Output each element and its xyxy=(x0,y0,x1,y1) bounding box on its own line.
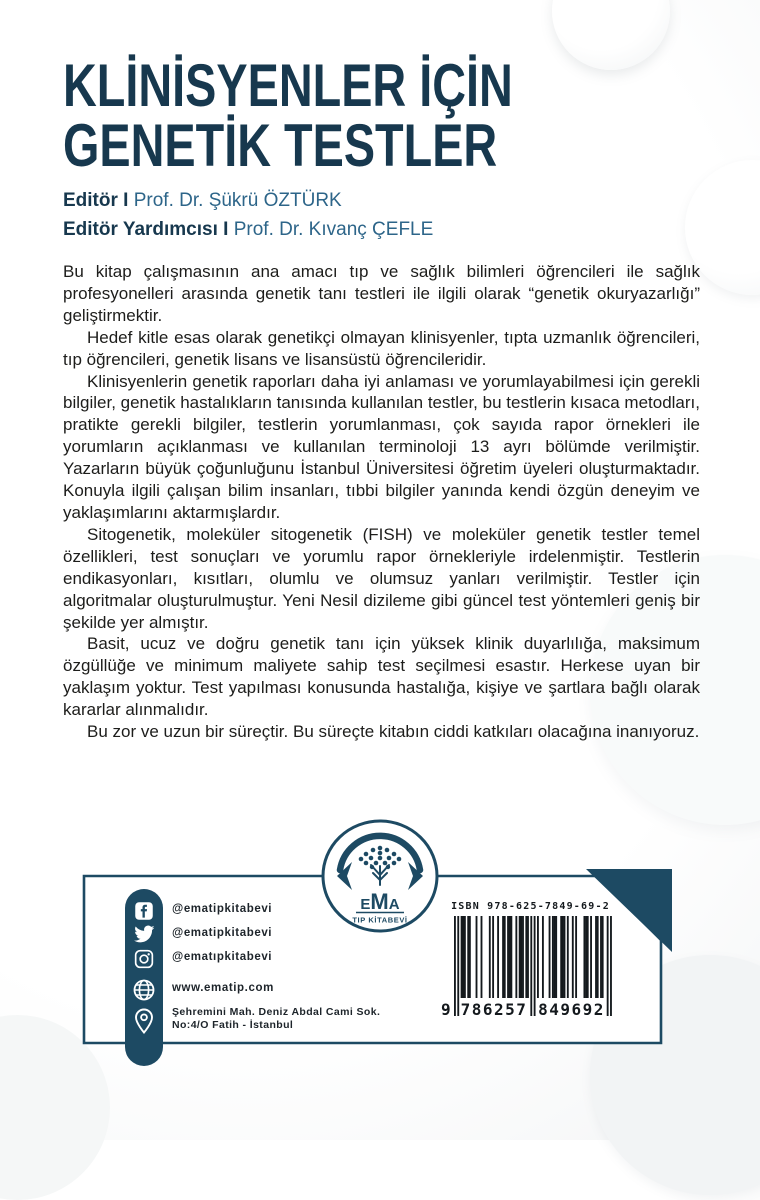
instagram-icon xyxy=(134,949,154,969)
facebook-handle: @ematipkitabevi xyxy=(172,903,273,915)
instagram-handle: @ematıpkitabevi xyxy=(172,951,273,963)
paragraph: Basit, ucuz ve doğru genetik tanı için yüksek klinik duyarlılığa, maksimum özgüllüğe ve minimum maliyete sahip test seçilmesi esastır. Herkese uyan bir yaklaşım yoktur. Test yapılması konusunda hastalığa, kişiye ve şartlara bağlı olarak kararlar alınmalıdır. xyxy=(63,634,700,720)
editor-name: Prof. Dr. Şükrü ÖZTÜRK xyxy=(133,190,342,211)
paragraph: Klinisyenlerin genetik raporları daha iyi anlaması ve yorumlayabilmesi için gerekli bilgiler, genetik hastalıkların tanısında kullanılan testler, bu testlerin kısaca metodları, pratikte gerekli bilgiler, testlerin yorumlanması, çok sayıda rapor örnekleri ile yorumların açıklanması ve kullanılan terminoloji 13 ayrı bölümde verilmiştir. Yazarların büyük çoğunluğunu İstanbul Üniversitesi öğretim üyeleri oluşturmaktadır. Konuyla ilgili çalışan bilim insanları, tıbbi bilgiler yanında kendi özgün deneyim ve yaklaşımlarını aktarmışlardır. xyxy=(63,371,700,522)
paragraph: Bu kitap çalışmasının ana amacı tıp ve sağlık bilimleri öğrencileri ile sağlık profesyonelleri arasında genetik tanı testleri ile ilgili olarak “genetik okuryazarlığı” geliştirmektir. xyxy=(63,262,700,325)
paragraph: Sitogenetik, moleküler sitogenetik (FISH) ve moleküler genetik testler temel özellikleri, test sonuçları ve yorumlu rapor örnekleriyle irdelenmiştir. Testlerin endikasyonları, kısıtları, olumlu ve olumsuz yanları verilmiştir. Testler için algoritmalar oluşturulmuştur. Yeni Nesil dizileme gibi güncel test yöntemleri geniş bir şekilde yer almıştır. xyxy=(63,524,700,632)
editor-label: Editör I xyxy=(63,190,129,211)
isbn-barcode xyxy=(443,901,618,1025)
book-title-line2: GENETİK TESTLER xyxy=(63,112,498,179)
publisher-address xyxy=(172,1006,380,1032)
co-editor-label: Editör Yardımcısı I xyxy=(63,219,229,240)
address-line1: Şehremini Mah. Deniz Abdal Cami Sok. xyxy=(172,1006,381,1018)
address-line2: No:4/O Fatih - İstanbul xyxy=(172,1019,294,1031)
twitter-icon xyxy=(133,925,155,944)
twitter-handle: @ematipkitabevi xyxy=(172,927,273,939)
co-editor-name: Prof. Dr. Kıvanç ÇEFLE xyxy=(233,219,434,240)
globe-icon xyxy=(132,978,156,1002)
publisher-logo xyxy=(323,821,437,931)
website-url: www.ematip.com xyxy=(172,982,274,994)
paragraph: Hedef kitle esas olarak genetikçi olmayan klinisyenler, tıpta uzmanlık öğrencileri, tıp öğrencileri, genetik lisans ve lisansüstü öğrencileridir. xyxy=(63,327,700,369)
logo-wordmark: EMA xyxy=(360,889,400,914)
facebook-icon xyxy=(134,901,154,921)
barcode-number: 9 786257 849692 xyxy=(441,1000,605,1019)
logo-subtitle: TIP KİTABEVİ xyxy=(352,915,408,925)
isbn-label: ISBN 978-625-7849-69-2 xyxy=(451,901,610,912)
paragraph: Bu zor ve uzun bir süreçtir. Bu süreçte kitabın ciddi katkıları olacağına inanıyoruz. xyxy=(87,722,700,742)
location-pin-icon xyxy=(134,1008,154,1034)
book-title-line1: KLİNİSYENLER İÇİN xyxy=(63,52,513,119)
